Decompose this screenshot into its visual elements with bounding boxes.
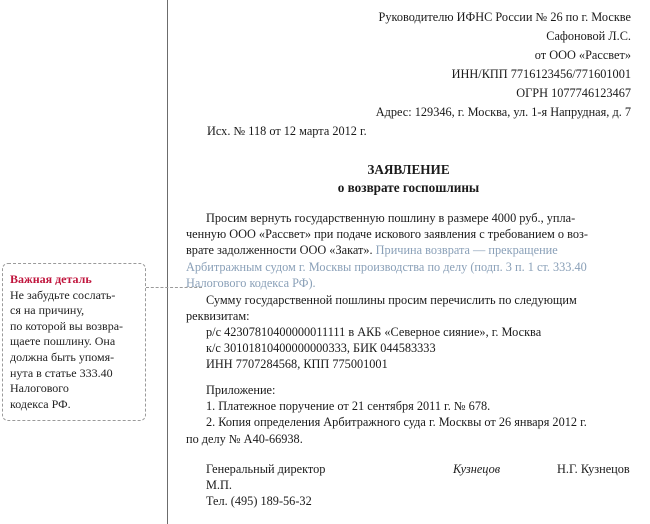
callout-line: Не забудьте сослать- [10, 287, 116, 302]
addressee-line: Сафоновой Л.С. [546, 29, 631, 43]
attachments-label: Приложение: [206, 383, 276, 397]
attachments [186, 382, 632, 447]
paragraph-line: ченную ООО «Рассвет» при подаче искового заявления с требованием о воз- [186, 227, 588, 242]
document-subtitle: о возврате госпошлины [337, 180, 480, 195]
addressee-line: ИНН/КПП 7716123456/771601001 [451, 67, 631, 81]
paragraph-line: реквизитам: [186, 309, 250, 324]
signatory-position: Генеральный директор [206, 462, 326, 476]
paragraph-line: Сумму государственной пошлины просим перечислить по следующим [206, 293, 577, 307]
bank-details [206, 324, 650, 373]
paragraph-line: Просим вернуть государственную пошлину в размере 4000 руб., упла- [206, 211, 576, 225]
attachment-item: 1. Платежное поручение от 21 сентября 2011 г. № 678. [206, 399, 491, 414]
refund-request-paragraph [186, 210, 632, 291]
document-title: ЗАЯВЛЕНИЕ [367, 162, 450, 177]
callout-line: ся на причину, [10, 303, 85, 318]
attachment-item: по делу № А40-66938. [186, 431, 303, 446]
addressee-line: Руководителю ИФНС России № 26 по г. Москве [378, 10, 631, 24]
reason-highlight: Арбитражным судом г. Москвы производства по делу (подп. 3 п. 1 ст. 333.40 [186, 259, 587, 274]
bank-line: к/с 30101810400000000333, БИК 044583333 [206, 341, 436, 356]
addressee-block [376, 8, 631, 122]
callout-title: Важная деталь [10, 272, 92, 286]
reason-highlight: Налогового кодекса РФ). [186, 275, 316, 290]
paragraph-text: врате задолженности ООО «Закат». [186, 243, 376, 258]
signatory-name: Н.Г. Кузнецов [557, 462, 630, 476]
callout-line: кодекса РФ. [10, 396, 71, 411]
transfer-request-paragraph [186, 292, 632, 324]
signature: Кузнецов [453, 462, 501, 476]
phone-number: Тел. (495) 189-56-32 [206, 494, 312, 508]
callout-line: по которой вы возвра- [10, 318, 124, 333]
callout-leader-line [146, 287, 202, 288]
callout-line: Налогового [10, 381, 69, 396]
outgoing-reference: Исх. № 118 от 12 марта 2012 г. [207, 124, 367, 138]
bank-line: р/с 42307810400000011111 в АКБ «Северное сияние», г. Москва [206, 325, 542, 339]
callout-line: нута в статье 333.40 [10, 365, 113, 380]
addressee-line: от ООО «Рассвет» [534, 48, 631, 62]
callout-line: щаете пошлину. Она [10, 334, 116, 349]
addressee-line: ОГРН 1077746123467 [516, 86, 631, 100]
attachment-item: 2. Копия определения Арбитражного суда г. Москвы от 26 января 2012 г. [206, 415, 587, 430]
bank-line: ИНН 7707284568, КПП 775001001 [206, 357, 388, 372]
paragraph-line [186, 242, 632, 258]
callout-line: должна быть упомя- [10, 349, 115, 364]
addressee-line: Адрес: 129346, г. Москва, ул. 1-я Напрудная, д. 7 [375, 105, 631, 119]
stamp-placeholder: М.П. [206, 478, 232, 492]
important-detail-callout [2, 263, 146, 421]
reason-highlight: Причина возврата — прекращение [375, 243, 558, 258]
